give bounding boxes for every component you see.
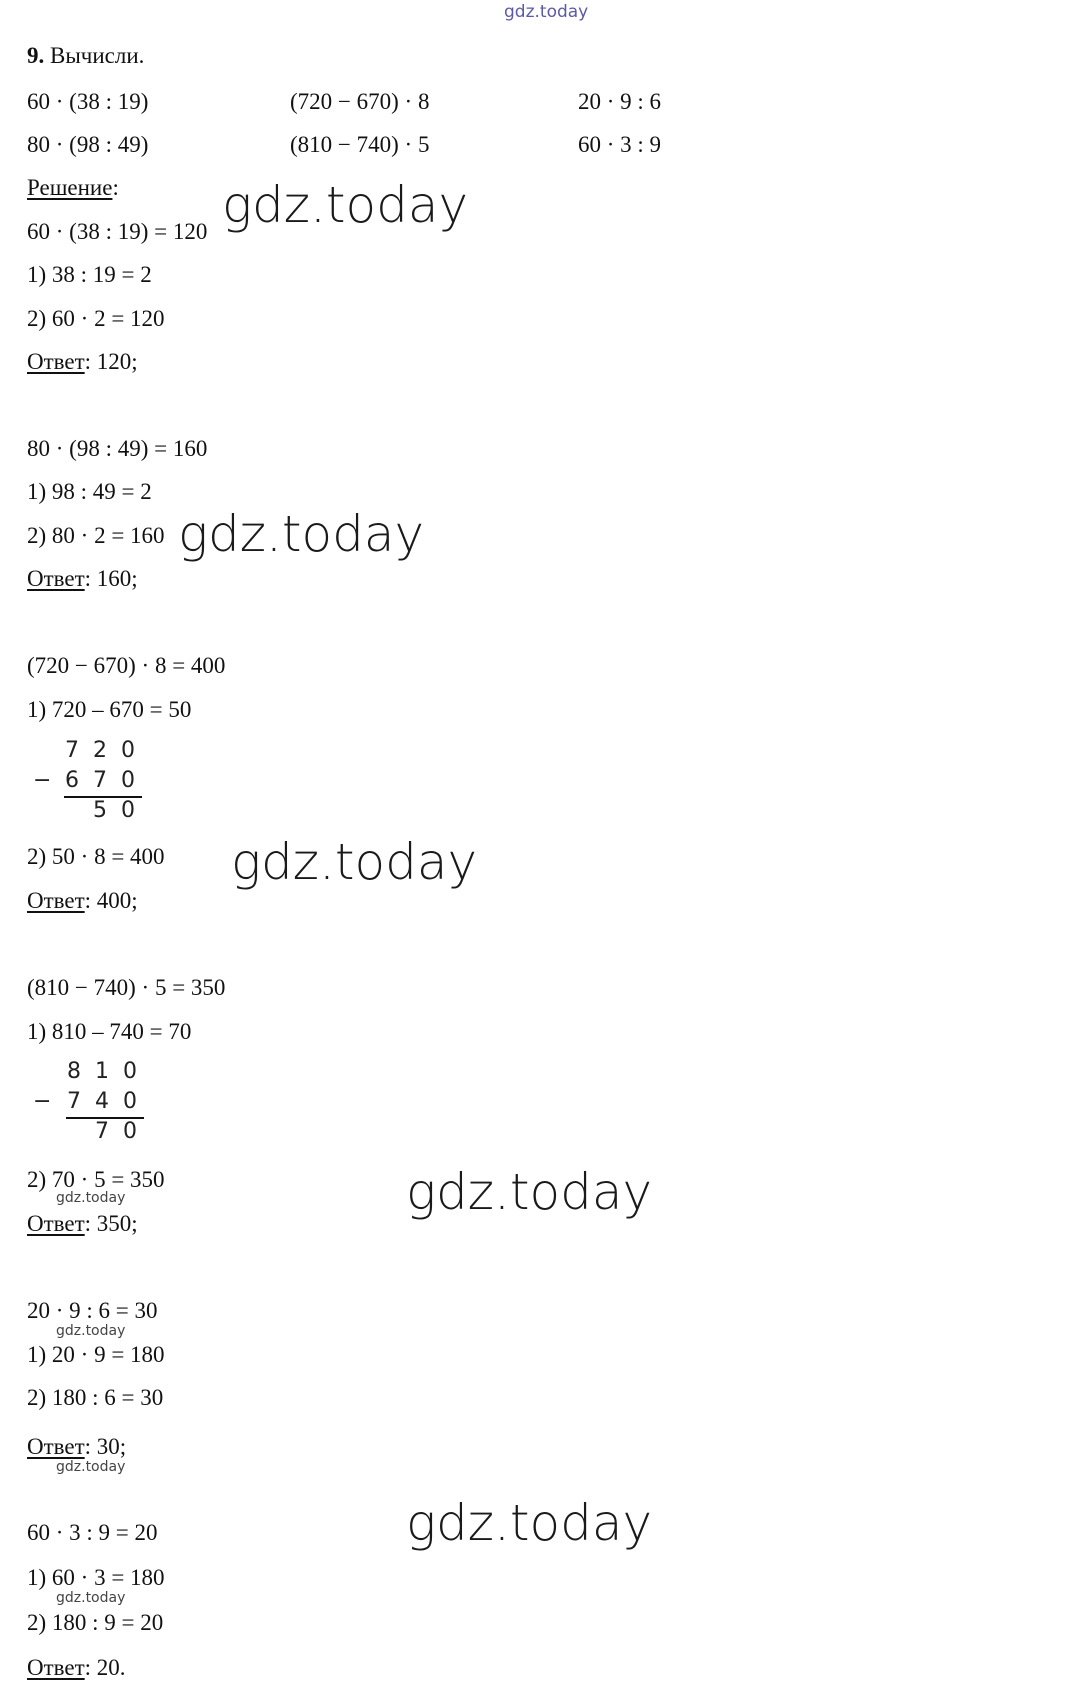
watermark-small: gdz.today: [56, 1190, 126, 1206]
s2-answer: Ответ: 160;: [27, 566, 138, 591]
s4-expression: (810 − 740) · 5 = 350: [27, 975, 226, 1000]
watermark-big: gdz.today: [231, 833, 478, 891]
s3-expression: (720 − 670) · 8 = 400: [27, 653, 226, 678]
s3-column-minus: −: [33, 768, 52, 793]
watermark-big: gdz.today: [178, 505, 425, 563]
s6-answer: Ответ: 20.: [27, 1655, 126, 1680]
watermark-big: gdz.today: [222, 176, 469, 234]
exercise-3: (720 − 670) · 8: [290, 89, 430, 114]
s6-expression: 60 · 3 : 9 = 20: [27, 1520, 158, 1545]
s3-column-subtrahend: 6 7 0: [65, 768, 135, 793]
watermark-small: gdz.today: [56, 1323, 126, 1339]
task-title: Вычисли.: [50, 43, 145, 68]
s3-column-result: 5 0: [93, 798, 135, 823]
s3-step-1: 1) 720 – 670 = 50: [27, 697, 192, 722]
exercise-6: 60 · 3 : 9: [578, 132, 662, 157]
task-heading: [27, 42, 144, 70]
exercise-5: 20 · 9 : 6: [578, 89, 662, 114]
s4-step-1: 1) 810 – 740 = 70: [27, 1019, 192, 1044]
s2-expression: 80 · (98 : 49) = 160: [27, 436, 208, 461]
s1-step-2: 2) 60 · 2 = 120: [27, 306, 165, 331]
s3-answer: Ответ: 400;: [27, 888, 138, 913]
s5-step-1: 1) 20 · 9 = 180: [27, 1342, 165, 1367]
watermark-big: gdz.today: [406, 1163, 653, 1221]
task-number: 9.: [27, 43, 45, 68]
exercise-1: 60 · (38 : 19): [27, 89, 149, 114]
solution-heading: Решение:: [27, 175, 119, 200]
s3-column-top: 7 2 0: [65, 738, 135, 763]
s1-step-1: 1) 38 : 19 = 2: [27, 262, 152, 287]
s6-step-2: 2) 180 : 9 = 20: [27, 1610, 164, 1635]
s4-column-top: 8 1 0: [67, 1059, 137, 1084]
watermark-small: gdz.today: [56, 1590, 126, 1606]
s5-answer: Ответ: 30;: [27, 1434, 127, 1459]
watermark-big: gdz.today: [406, 1494, 653, 1552]
watermark-small: gdz.today: [56, 1459, 126, 1475]
s4-step-2: 2) 70 · 5 = 350: [27, 1167, 165, 1192]
watermark-top: gdz.today: [504, 2, 589, 22]
exercise-2: 80 · (98 : 49): [27, 132, 149, 157]
s3-step-2: 2) 50 · 8 = 400: [27, 844, 165, 869]
s4-column-minus: −: [33, 1089, 52, 1114]
s2-step-2: 2) 80 · 2 = 160: [27, 523, 165, 548]
s6-step-1: 1) 60 · 3 = 180: [27, 1565, 165, 1590]
s4-column-result: 7 0: [95, 1119, 137, 1144]
exercise-4: (810 − 740) · 5: [290, 132, 430, 157]
s1-answer: Ответ: 120;: [27, 349, 138, 374]
s1-expression: 60 · (38 : 19) = 120: [27, 219, 208, 244]
s2-step-1: 1) 98 : 49 = 2: [27, 479, 152, 504]
s5-step-2: 2) 180 : 6 = 30: [27, 1385, 164, 1410]
s5-expression: 20 · 9 : 6 = 30: [27, 1298, 158, 1323]
s4-answer: Ответ: 350;: [27, 1211, 138, 1236]
s4-column-subtrahend: 7 4 0: [67, 1089, 137, 1114]
